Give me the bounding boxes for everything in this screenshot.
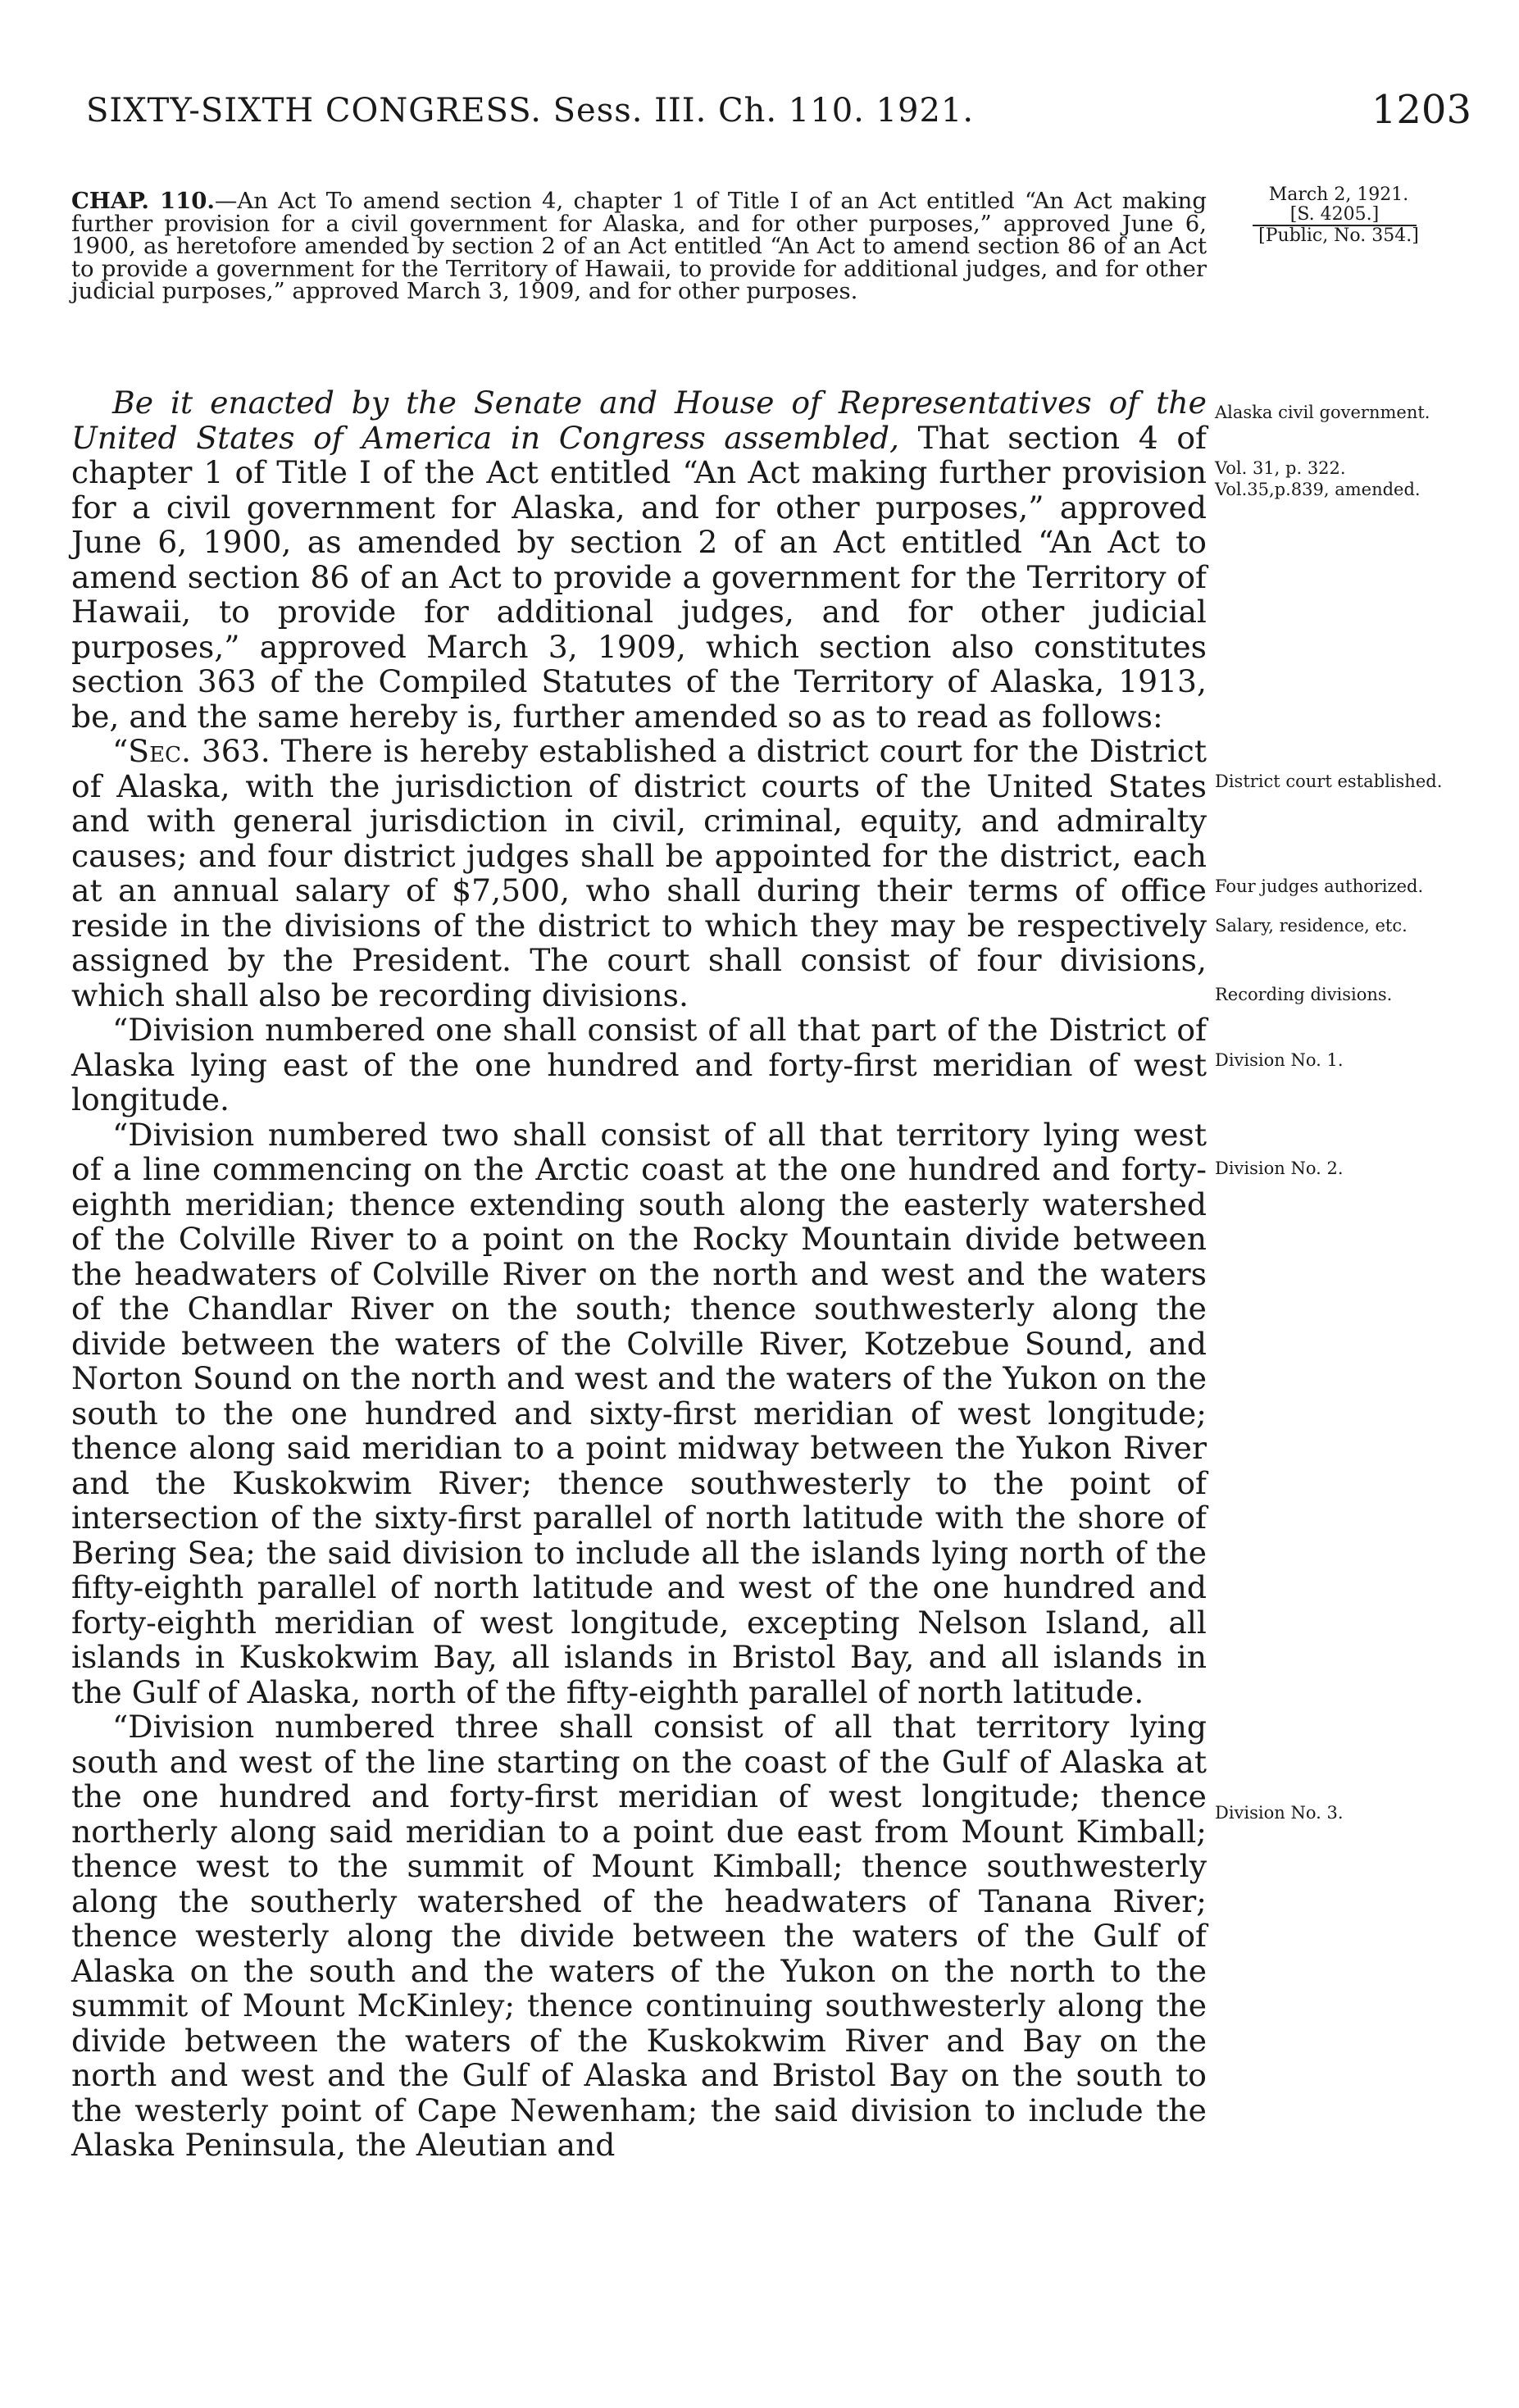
section-label: “Sec. 363. xyxy=(112,733,271,769)
chapter-label: CHAP. 110. xyxy=(71,188,215,214)
senate-bill-number: [S. 4205.] xyxy=(1253,205,1417,226)
approval-date: March 2, 1921. xyxy=(1268,184,1409,205)
chapter-heading xyxy=(71,190,1207,303)
margin-note-four-judges: Four judges authorized. xyxy=(1215,876,1424,896)
enacting-clause: Be it enacted by the Senate and House of Representatives of the United States of America in Congress assembled, xyxy=(71,385,1207,456)
division-three-paragraph: “Division numbered three shall consist of all that territory lying south and west of the line starting on the coast of the Gulf of Alaska at the one hundred and forty-first meridian of west longitude; thence northerly along said meridian to a point due east from Mount Kimball; thence west to the summit of Mount Kimball; thence southwesterly along the southerly watershed of the headwaters of Tanana River; thence westerly along the divide between the waters of the Gulf of Alaska on the south and the waters of the Yukon on the north to the summit of Mount McKinley; thence continuing southwesterly along the divide between the waters of the Kuskokwim River and Bay on the north and west and the Gulf of Alaska and Bristol Bay on the south to the westerly point of Cape Newenham; the said division to include the Alaska Peninsula, the Aleutian and xyxy=(71,1709,1207,2163)
margin-note-division-1: Division No. 1. xyxy=(1215,1050,1344,1070)
margin-note-alaska-government: Alaska civil government. xyxy=(1215,403,1430,422)
division-one-paragraph: “Division numbered one shall consist of all that part of the District of Alaska lying east of the one hundred and forty-first meridian of west longitude. xyxy=(71,1012,1207,1118)
margin-note-district-court: District court established. xyxy=(1215,772,1443,791)
margin-note-recording-divisions: Recording divisions. xyxy=(1215,985,1393,1004)
page-header xyxy=(86,87,1471,149)
margin-note-division-3: Division No. 3. xyxy=(1215,1803,1344,1823)
statute-body xyxy=(71,385,1207,2163)
section-363-text: There is hereby established a district court for the District of Alaska, with the jurisdiction of district courts of the United States and with general jurisdiction in civil, criminal, equity, and admiralty causes; and four district judges shall be appointed for the district, each at an annual salary of $7,500, who shall during their terms of office reside in the divisions of the district to which they may be respectively assigned by the President. The court shall consist of four divisions, which shall also be recording divisions. xyxy=(71,733,1207,1013)
enacting-text: That section 4 of chapter 1 of Title I of the Act entitled “An Act making further provision for a civil government for Alaska, and for other purposes,” approved June 6, 1900, as amended by section 2 of an Act entitled “An Act to amend section 86 of an Act to provide a government for the Territory of Hawaii, to provide for additional judges, and for other judicial purposes,” approved March 3, 1909, which section also constitutes section 363 of the Compiled Statutes of the Territory of Alaska, 1913, be, and the same hereby is, further amended so as to read as follows: xyxy=(71,419,1207,735)
margin-note-vol31: Vol. 31, p. 322. xyxy=(1215,458,1346,478)
margin-note-salary: Salary, residence, etc. xyxy=(1215,916,1408,935)
chapter-title: —An Act To amend section 4, chapter 1 of Title I of an Act entitled “An Act making further provision for a civil government for Alaska, and for other purposes,” approved June 6, 1900, as heretofore amended by section 2 of an Act entitled “An Act to amend section 86 of an Act to provide a government for the Territory of Hawaii, to provide for additional judges, and for other judicial purposes,” approved March 3, 1909, and for other purposes. xyxy=(71,188,1207,304)
enacting-paragraph xyxy=(71,385,1207,734)
margin-note-vol35: Vol.35,p.839, amended. xyxy=(1215,480,1421,499)
division-two-paragraph: “Division numbered two shall consist of all that territory lying west of a line commencing on the Arctic coast at the one hundred and forty-eighth meridian; thence extending south along the easterly watershed of the Colville River to a point on the Rocky Mountain divide between the headwaters of Colville River on the north and west and the waters of the Chandlar River on the south; thence southwesterly along the divide between the waters of the Colville River, Kotzebue Sound, and Norton Sound on the north and west and the waters of the Yukon on the south to the one hundred and sixty-first meridian of west longitude; thence along said meridian to a point midway between the Yukon River and the Kuskokwim River; thence southwesterly to the point of intersection of the sixty-first parallel of north latitude with the shore of Bering Sea; the said division to include all the islands lying north of the fifty-eighth parallel of north latitude and west of the one hundred and forty-eighth meridian of west longitude, excepting Nelson Island, all islands in Kuskokwim Bay, all islands in Bristol Bay, and all islands in the Gulf of Alaska, north of the fifty-eighth parallel of north latitude. xyxy=(71,1116,1207,1710)
page-number: 1203 xyxy=(1371,87,1471,133)
section-363-paragraph xyxy=(71,734,1207,1013)
running-head: SIXTY-SIXTH CONGRESS. Sess. III. Ch. 110. 1921. xyxy=(86,92,975,130)
margin-date-block xyxy=(1236,185,1441,246)
public-law-number: [Public, No. 354.] xyxy=(1258,225,1419,246)
margin-note-division-2: Division No. 2. xyxy=(1215,1158,1344,1178)
